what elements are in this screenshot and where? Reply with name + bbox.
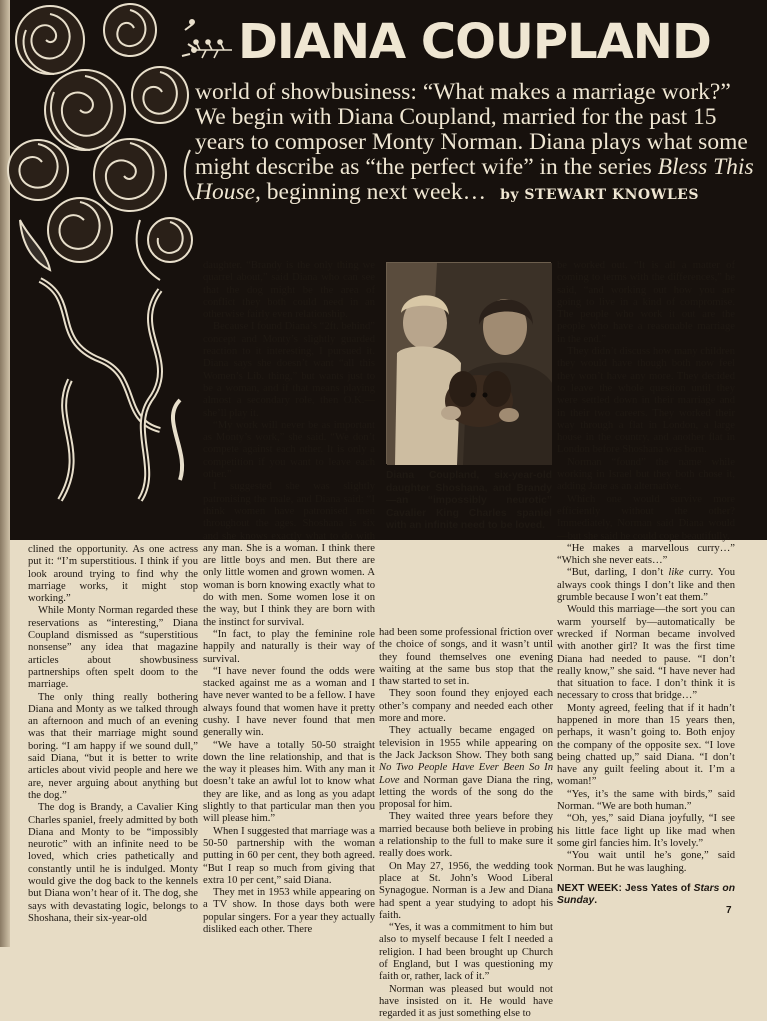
floral-illustration-svg (10, 0, 195, 540)
paragraph: I suggested she was slightly patronising the male, and Diana said: “I think women have patronised men throughout the ages. Shoshana is six and she knows exactly what to do with any man. She is a woman. I think there are little boys and men. But there are only little women and grown women. A woman is born knowing exactly what to do with men. Some women lose it on the way, but I think they are born with the instinct for survival. (203, 481, 375, 628)
paragraph (557, 567, 735, 604)
next-week-show: Stars on Sunday (557, 882, 736, 907)
paragraph: They met in 1953 while appearing on a TV show. In those days both were popular singers. For a year they actually disliked each other. There (203, 887, 375, 936)
paragraph: Norman “found” the name while working in Israel but they both chose it, adding Jane as an alternative. (557, 456, 735, 493)
intro-text-end: , beginning next week… (255, 179, 487, 205)
paragraph: The only thing really bothering Diana and Monty as we talked through an afternoon and much of an evening was that their marriage might sound boring. “I am happy if we sound dull,” said Diana, “but it is better to write articles about vivid people and here we are, never arguing about anything but the dog.” (28, 691, 198, 801)
paragraph: daughter. “Brandy is the only thing we quarrel about,” said Diana who can see that the dog might be the area of conflict they both could need in an otherwise fairly even relationship. (203, 260, 375, 321)
paragraph: “Oh, yes,” said Diana joyfully, “I see his little face light up like mad when some girl fancies him. It’s lovely.” (557, 813, 735, 849)
paragraph-text: They actually became engaged on television in 1955 while appearing on the Jack Jackson Show. They both sang (379, 725, 553, 761)
paragraph: They didn’t discuss how many children they would have though both now feel they won’t have any more. They decided to leave the whole question until they were settled down in their marriage and in their two careers. They worked their way through a flat in London, a large house in the country, and another flat in London before Shoshana was born. (557, 346, 735, 456)
paragraph: When I suggested that marriage was a 50-50 partnership with the woman putting in 60 per cent, they both agreed. “But I reap so much from giving that extra 10 per cent,” said Diana. (203, 825, 375, 886)
paragraph (379, 725, 553, 811)
byline: by STEWART KNOWLES (500, 187, 699, 203)
paragraph-text: and Norman gave Diana the ring, letting the words of the song do the proposal for him. (379, 774, 553, 811)
column-1 (28, 544, 198, 925)
column-3 (379, 627, 553, 1021)
floral-ribbon-illustration (10, 0, 195, 540)
paragraph: While Monty Norman regarded these reservations as “interesting,” Diana Coupland dismissed as “superstitious nonsense” any idea that magazine articles about showbusiness partnerships often spelt doom to the marriage. (28, 605, 198, 691)
paragraph: On May 27, 1956, the wedding took place at St. John’s Wood Liberal Synagogue. Norman is a Jew and Diana had spent a year studying to adopt his faith. (379, 860, 553, 921)
paragraph-text: “But, darling, I don’t (567, 567, 669, 579)
page-binding-edge (0, 0, 10, 947)
paragraph: Because I found Diana’s “2ft. behind” concept and Monty’s slightly guarded reaction to it interesting, I pursued it. Diana says she doesn’t want “all this Women’s Lib. thing,” but wants just to be a woman, and if that means playing almost a secondary role, then O.K.—she’ll play it. (203, 321, 375, 419)
paragraph: Would this marriage—the sort you can warm yourself by—automatically be wrecked if Norman became involved with another girl? It was the first time Diana had needed to pause. “I don’t really know,” she said. “I have never had that situation to face. I don’t think it is necessary to cross that bridge…” (557, 604, 735, 702)
emphasis: like (668, 567, 684, 579)
column-4 (557, 260, 735, 907)
column-2 (203, 260, 375, 936)
paragraph: had been some professional friction over the choice of songs, and it wasn’t until they found themselves one evening waiting at the same bus stop that the thaw started to set in. (379, 627, 553, 688)
paragraph: “My work will never be as important as Monty’s work,” she said. “We don’t compete against each other. It is only a competition if you want to leave each other.” (203, 419, 375, 481)
article-photo (386, 262, 551, 464)
paragraph: “In fact, to play the feminine role happily and naturally is their way of survival. (203, 628, 375, 665)
next-week-end: . (594, 895, 598, 907)
song-title: No Two People Have Ever Been So In Love (379, 762, 553, 786)
paragraph: The dog is Brandy, a Cavalier King Charles spaniel, freely admitted by both Diana and Monty to be “impossibly neurotic” with an infinite need to be loved, which cries pathetically and constantly until he is indulged. Monty would give the dog back to the kennels but Diana won’t hear of it. The dog, she says with devastating logic, belongs to Shoshana, their six-year-old (28, 802, 198, 924)
paragraph: “I have never found the odds were stacked against me as a woman and I have never wanted to be a fellow. I have always found that women have it pretty cushy. I have never found that men generally win. (203, 665, 375, 739)
paragraph: Which one would survive more efficiently without the other? Immediately, Norman said Diana would—but she said he could cope beautifully. (557, 493, 735, 542)
paragraph: They waited three years before they married because both believe in probing a relationship to the full to make sure it really does work. (379, 811, 553, 860)
article-headline: DIANA COUPLAND (238, 14, 711, 70)
article-intro (195, 80, 755, 208)
paragraph: Monty agreed, feeling that if it hadn’t happened in more than 15 years then, perhaps, it wasn’t going to. Both enjoy the company of the opposite sex. “I love being chatted up,” said Diana. “I don’t have any guilt feeling about it. I’m a woman!” (557, 702, 735, 788)
next-week-teaser (557, 883, 735, 908)
next-week-label: NEXT WEEK: Jess Yates of (557, 882, 694, 894)
paragraph: “We have a totally 50-50 straight down the line relationship, and that is the way it pleases him. With any man it doesn’t take an awful lot to know what they are like, and as long as you adapt slightly to that particular man then you will please him.” (203, 739, 375, 825)
paragraph: be worked out. “It is all a matter of coming to terms with the differences,” he said, “and working out how you are going to live in a kind of compromise. The people who work it out are the people who have a reasonable marriage in the end.” (557, 260, 735, 345)
paragraph-text: curry. You always cook things I don’t like and then grumble because I won’t eat them.” (557, 567, 735, 604)
show-title: Bless This House (195, 154, 754, 205)
intro-text: world of showbusiness: “What makes a marriage work?” We begin with Diana Coupland, married for the past 15 years to composer Monty Norman. Diana plays what some might describe as “the perfect wife” in the series (195, 79, 748, 180)
paragraph: They soon found they enjoyed each other’s company and needed each other more and more. (379, 688, 553, 725)
page-number: 7 (726, 905, 732, 916)
paragraph: “You wait until he’s gone,” said Norman. But he was laughing. (557, 850, 735, 874)
paragraph: “Yes, it was a commitment to him but also to myself because I felt I needed a religion. I had been brought up Church of England, but I was questioning my faith or, rather, lack of it.” (379, 922, 553, 983)
paragraph: “Yes, it’s the same with birds,” said Norman. “We are both human.” (557, 788, 735, 813)
photo-caption: Diana Coupland, six-year-old daughter Shoshana, and Brandy—an “impossibly neurotic” Cavalier King Charles spaniel with an infinite need to be loved. (386, 470, 552, 532)
photo-mother-daughter-dog (387, 263, 552, 465)
paragraph: clined the opportunity. As one actress put it: “I’m superstitious. I think if you look around trying to find why the marriage works, it might stop working.” (28, 544, 198, 605)
paragraph: Norman was pleased but would not have insisted on it. He would have regarded it as just something else to (379, 983, 553, 1020)
paragraph: “He makes a marvellous curry…” “Which she never eats…” (557, 542, 735, 567)
sprig-icon (190, 30, 236, 70)
